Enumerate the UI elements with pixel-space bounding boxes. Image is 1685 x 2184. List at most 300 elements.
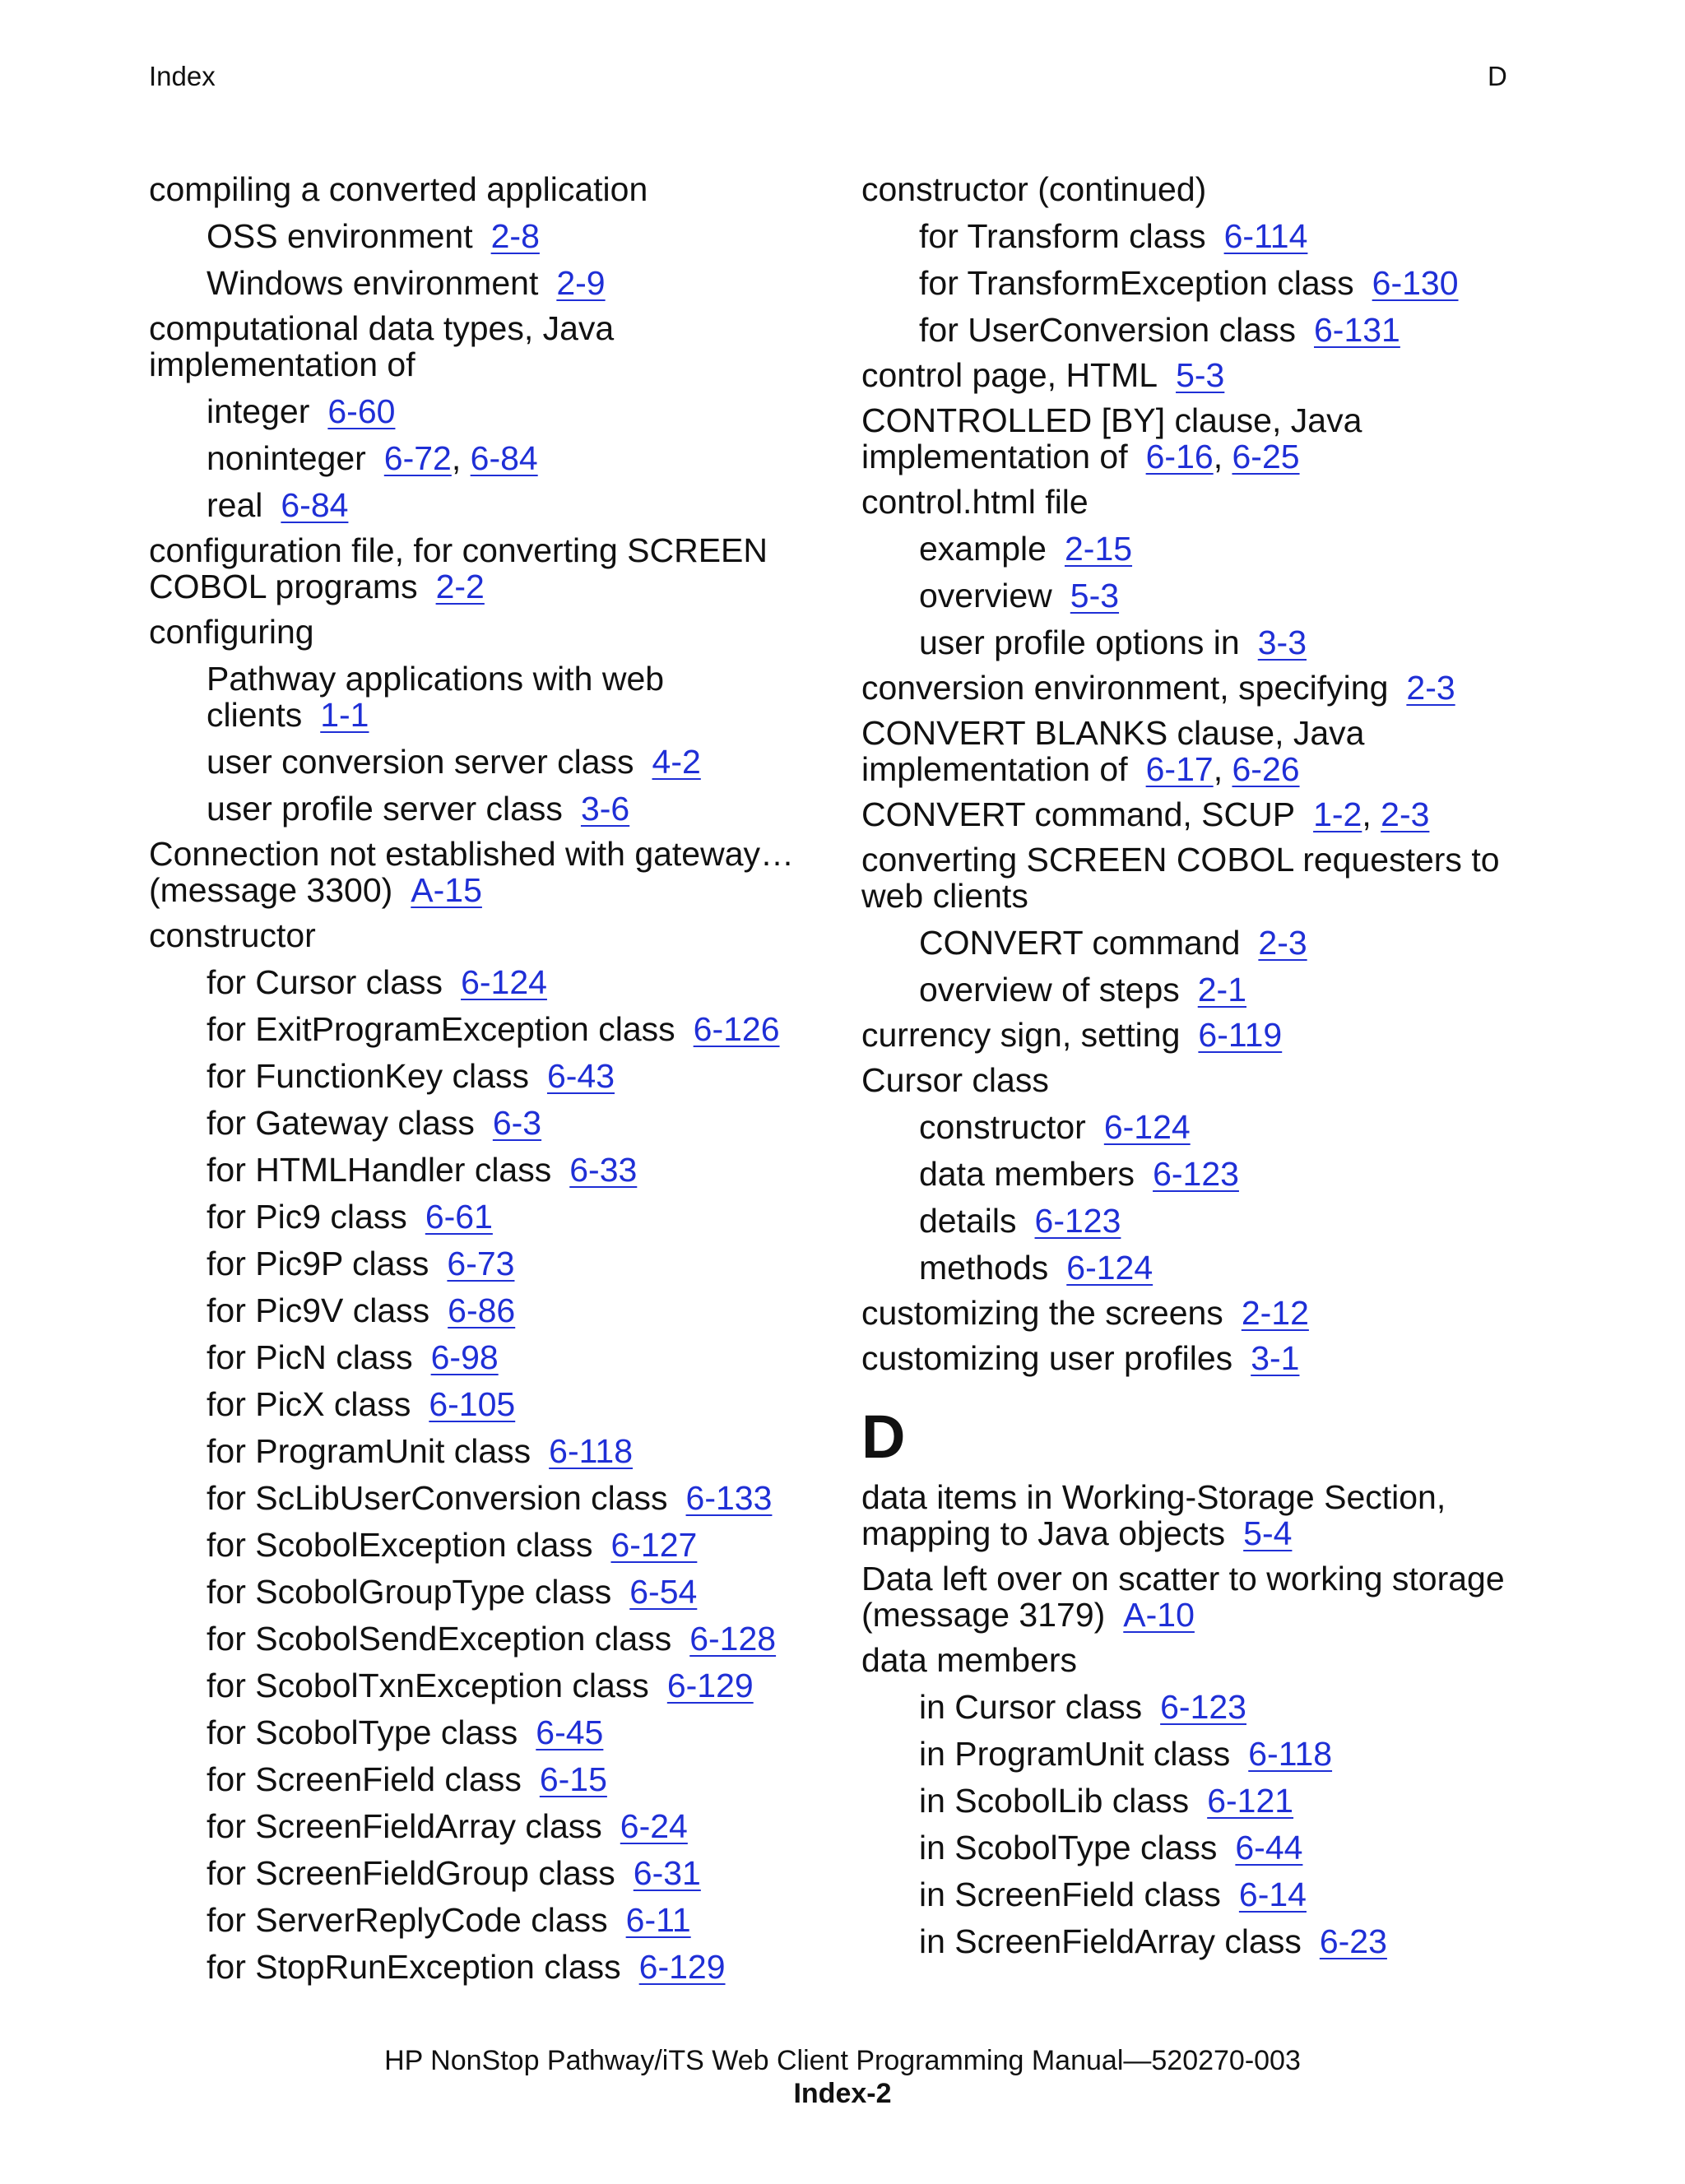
page-reference-link[interactable]: 4-2 <box>652 743 701 781</box>
page-reference-link[interactable]: 6-60 <box>327 392 396 430</box>
entry-text-line <box>207 393 815 429</box>
entry-text-line <box>919 265 1528 301</box>
page-reference-link[interactable]: 6-114 <box>1223 217 1308 255</box>
entry-text: for HTMLHandler class <box>207 1151 552 1189</box>
page-reference-link[interactable]: 1-1 <box>320 696 369 734</box>
entry-text: configuration file, for converting SCREEN <box>149 531 768 569</box>
index-subentry <box>207 1667 815 1704</box>
entry-text-line <box>207 697 815 733</box>
entry-text: for UserConversion class <box>919 311 1296 349</box>
section-heading: D <box>861 1403 906 1471</box>
entry-text: Cursor class <box>861 1061 1049 1099</box>
entry-text-line <box>207 1386 815 1422</box>
entry-text: for ScreenField class <box>207 1760 522 1798</box>
entry-text: (message 3179) <box>861 1596 1106 1634</box>
entry-text-line <box>861 1295 1528 1331</box>
page-reference-link[interactable]: 6-14 <box>1238 1876 1307 1913</box>
entry-text: for ServerReplyCode class <box>207 1901 608 1939</box>
entry-text-line <box>207 791 815 827</box>
entry-text-line <box>919 1109 1528 1145</box>
entry-text: integer <box>207 392 310 430</box>
entry-text-line <box>919 1736 1528 1772</box>
index-subentry <box>207 1386 815 1422</box>
entry-text: for ExitProgramException class <box>207 1010 675 1048</box>
index-subentry <box>207 1339 815 1375</box>
entry-text: for TransformException class <box>919 264 1354 302</box>
index-entry <box>861 171 1528 207</box>
page-reference-link[interactable]: 2-2 <box>435 568 485 605</box>
entry-text-line <box>861 484 1528 520</box>
page-reference-link[interactable]: 6-43 <box>546 1057 615 1095</box>
index-subentry <box>207 1058 815 1094</box>
page-reference-link[interactable]: 6-15 <box>539 1760 607 1798</box>
index-entry <box>861 1295 1528 1331</box>
entry-text-line <box>919 971 1528 1008</box>
ref-separator: , <box>1213 438 1232 475</box>
index-subentry <box>207 1480 815 1516</box>
index-subentry <box>207 1527 815 1563</box>
entry-text: for ScobolTxnException class <box>207 1667 649 1704</box>
entry-text: real <box>207 486 263 524</box>
entry-text: implementation of <box>861 438 1128 475</box>
index-subentry <box>919 1689 1528 1725</box>
page-reference-link[interactable]: 6-129 <box>638 1948 726 1986</box>
index-entry <box>861 1642 1528 1678</box>
entry-text: noninteger <box>207 439 366 477</box>
index-subentry <box>919 1783 1528 1819</box>
page-reference-link[interactable]: 5-4 <box>1243 1514 1293 1552</box>
index-subentry <box>919 624 1528 661</box>
index-subentry <box>207 791 815 827</box>
entry-text-line <box>207 1621 815 1657</box>
entry-text-line <box>207 1011 815 1047</box>
entry-text: data members <box>919 1155 1135 1193</box>
page-reference-link[interactable]: 6-118 <box>549 1432 633 1470</box>
index-subentry <box>919 1876 1528 1913</box>
running-header-letter: D <box>1488 61 1507 91</box>
entry-text: methods <box>919 1249 1049 1287</box>
entry-text: example <box>919 530 1047 568</box>
page-reference-link[interactable]: 6-31 <box>633 1854 701 1892</box>
index-subentry <box>919 1156 1528 1192</box>
entry-text: customizing user profiles <box>861 1339 1233 1377</box>
index-entry <box>861 484 1528 520</box>
index-subentry <box>207 487 815 523</box>
page-reference-link[interactable]: 6-17 <box>1145 750 1214 788</box>
index-subentry <box>207 1761 815 1797</box>
index-entry <box>861 715 1528 787</box>
ref-separator: , <box>1213 750 1232 788</box>
entry-text: details <box>919 1202 1017 1240</box>
entry-text-line <box>207 1761 815 1797</box>
page-reference-link[interactable]: 6-124 <box>1103 1108 1191 1146</box>
entry-text-line <box>861 1479 1528 1515</box>
entry-text: in ProgramUnit class <box>919 1735 1231 1773</box>
entry-text: for ScLibUserConversion class <box>207 1479 668 1517</box>
page-reference-link[interactable]: 6-98 <box>430 1338 499 1376</box>
index-subentry <box>207 1574 815 1610</box>
entry-text-line <box>207 1433 815 1469</box>
entry-text-line <box>149 346 815 383</box>
running-header-section: Index <box>149 61 216 91</box>
index-column-left <box>149 171 815 1985</box>
page-reference-link[interactable]: 6-124 <box>1066 1249 1154 1287</box>
entry-text: OSS environment <box>207 217 473 255</box>
page-reference-link[interactable]: 6-54 <box>629 1573 698 1611</box>
page-reference-link[interactable]: 6-72 <box>383 439 452 477</box>
entry-text-line <box>861 1642 1528 1678</box>
entry-text-line <box>207 1245 815 1282</box>
entry-text-line <box>861 751 1528 787</box>
entry-text: for ProgramUnit class <box>207 1432 531 1470</box>
entry-text: Pathway applications with web <box>207 660 665 698</box>
entry-text: for PicX class <box>207 1385 411 1423</box>
entry-text-line <box>207 1105 815 1141</box>
entry-text-line <box>149 872 815 908</box>
page-reference-link[interactable]: 6-121 <box>1207 1782 1294 1820</box>
page-reference-link[interactable]: 2-3 <box>1381 795 1430 833</box>
index-subentry <box>207 1245 815 1282</box>
page-reference-link[interactable]: 6-133 <box>685 1479 773 1517</box>
entry-text: CONVERT command <box>919 924 1241 962</box>
entry-text: compiling a converted application <box>149 170 648 208</box>
page-reference-link[interactable]: 2-9 <box>556 264 606 302</box>
index-subentry <box>207 661 815 733</box>
index-subentry <box>207 1152 815 1188</box>
entry-text-line <box>207 218 815 254</box>
entry-text-line <box>861 171 1528 207</box>
entry-text-line <box>207 487 815 523</box>
entry-text: user profile options in <box>919 624 1240 661</box>
entry-text-line <box>207 1339 815 1375</box>
index-entry <box>149 171 815 207</box>
entry-text: in ScobolType class <box>919 1829 1218 1866</box>
index-entry <box>861 1340 1528 1376</box>
footer-page-number: Index-2 <box>793 2078 892 2109</box>
page-reference-link[interactable]: 6-105 <box>429 1385 516 1423</box>
entry-text: constructor <box>919 1108 1086 1146</box>
entry-text: overview of steps <box>919 971 1180 1009</box>
index-subentry <box>919 577 1528 614</box>
index-entry <box>861 842 1528 914</box>
index-subentry <box>207 1855 815 1891</box>
entry-text: web clients <box>861 877 1028 915</box>
index-subentry <box>207 218 815 254</box>
entry-text: for ScobolException class <box>207 1526 593 1564</box>
entry-text-line <box>207 1714 815 1750</box>
index-subentry <box>207 1199 815 1235</box>
index-subentry <box>207 440 815 476</box>
entry-text: for Transform class <box>919 217 1206 255</box>
page-reference-link[interactable]: 6-25 <box>1232 438 1300 475</box>
entry-text-line <box>149 614 815 650</box>
entry-text: for StopRunException class <box>207 1948 621 1986</box>
index-subentry <box>919 531 1528 567</box>
page-reference-link[interactable]: 3-6 <box>580 790 630 828</box>
entry-text-line <box>919 1250 1528 1286</box>
page-reference-link[interactable]: 6-127 <box>610 1526 698 1564</box>
entry-text: Data left over on scatter to working storage <box>861 1560 1505 1597</box>
entry-text: CONTROLLED [BY] clause, Java <box>861 401 1362 439</box>
entry-text-line <box>861 670 1528 706</box>
page-reference-link[interactable]: 6-16 <box>1145 438 1214 475</box>
index-subentry <box>919 1109 1528 1145</box>
index-subentry <box>919 218 1528 254</box>
page-reference-link[interactable]: 5-3 <box>1070 577 1120 614</box>
entry-text-line <box>207 1292 815 1328</box>
entry-text-line <box>919 1156 1528 1192</box>
entry-text: (message 3300) <box>149 871 393 909</box>
index-subentry <box>919 1250 1528 1286</box>
index-column-right <box>861 171 1528 1959</box>
entry-text-line <box>919 1689 1528 1725</box>
index-subentry <box>919 1203 1528 1239</box>
entry-text-line <box>207 265 815 301</box>
page-reference-link[interactable]: 2-3 <box>1406 669 1455 707</box>
entry-text-line <box>207 1667 815 1704</box>
page-reference-link[interactable]: 6-124 <box>461 963 547 1001</box>
index-entry <box>149 614 815 650</box>
entry-text-line <box>207 661 815 697</box>
page-reference-link[interactable]: 2-3 <box>1258 924 1307 962</box>
index-entry <box>861 1479 1528 1551</box>
entry-text-line <box>149 917 815 953</box>
index-subentry <box>207 1902 815 1938</box>
entry-text: COBOL programs <box>149 568 418 605</box>
index-subentry <box>207 265 815 301</box>
entry-text-line <box>207 964 815 1000</box>
entry-text-line <box>861 438 1528 475</box>
page-reference-link[interactable]: 6-128 <box>689 1620 777 1658</box>
entry-text: mapping to Java objects <box>861 1514 1226 1552</box>
index-entry <box>149 836 815 908</box>
page-reference-link[interactable]: 6-123 <box>1153 1155 1239 1193</box>
entry-text-line <box>861 842 1528 878</box>
entry-text-line <box>919 1923 1528 1959</box>
index-entry <box>149 532 815 605</box>
entry-text-line <box>919 925 1528 961</box>
entry-text: in ScreenFieldArray class <box>919 1922 1302 1960</box>
index-subentry <box>919 1829 1528 1866</box>
index-subentry <box>207 1949 815 1985</box>
page-reference-link[interactable]: 2-8 <box>490 217 540 255</box>
page-reference-link[interactable]: 3-1 <box>1251 1339 1300 1377</box>
entry-text-line <box>919 218 1528 254</box>
page-reference-link[interactable]: 6-130 <box>1372 264 1459 302</box>
entry-text-line <box>149 171 815 207</box>
index-subentry <box>207 1105 815 1141</box>
entry-text: for ScobolGroupType class <box>207 1573 612 1611</box>
entry-text-line <box>919 577 1528 614</box>
index-subentry <box>919 1736 1528 1772</box>
entry-text: for ScobolType class <box>207 1713 518 1751</box>
page-reference-link[interactable]: 5-3 <box>1176 356 1225 394</box>
page-reference-link[interactable]: 6-3 <box>492 1104 542 1142</box>
entry-text-line <box>207 1808 815 1844</box>
entry-text-line <box>919 1783 1528 1819</box>
entry-text-line <box>861 1597 1528 1633</box>
entry-text-line <box>207 1199 815 1235</box>
page-reference-link[interactable]: 6-84 <box>470 439 538 477</box>
entry-text: for ScobolSendException class <box>207 1620 672 1658</box>
index-subentry <box>207 1011 815 1047</box>
entry-text-line <box>861 1340 1528 1376</box>
page-reference-link[interactable]: 6-119 <box>1198 1016 1283 1054</box>
page-reference-link[interactable]: 6-26 <box>1232 750 1300 788</box>
entry-text: for Gateway class <box>207 1104 475 1142</box>
entry-text-line <box>919 1829 1528 1866</box>
entry-text: control.html file <box>861 483 1089 521</box>
entry-text-line <box>861 1515 1528 1551</box>
page-reference-link[interactable]: 6-131 <box>1314 311 1400 349</box>
page-reference-link[interactable]: 6-126 <box>693 1010 780 1048</box>
index-entry <box>861 357 1528 393</box>
entry-text-line <box>207 1574 815 1610</box>
page-reference-link[interactable]: 6-23 <box>1319 1922 1387 1960</box>
page-reference-link[interactable]: 6-33 <box>569 1151 638 1189</box>
index-entry <box>861 1560 1528 1633</box>
entry-text: configuring <box>149 613 314 651</box>
page-reference-link[interactable]: 6-123 <box>1160 1688 1246 1726</box>
entry-text: for ScreenFieldGroup class <box>207 1854 615 1892</box>
index-entry <box>149 917 815 953</box>
index-entry <box>861 1017 1528 1053</box>
index-entry <box>861 402 1528 475</box>
page-reference-link[interactable]: 6-45 <box>536 1713 604 1751</box>
entry-text-line <box>861 357 1528 393</box>
page-reference-link[interactable]: 6-73 <box>447 1245 515 1282</box>
entry-text: Connection not established with gateway… <box>149 835 795 873</box>
page-reference-link[interactable]: 6-24 <box>620 1807 688 1845</box>
entry-text-line <box>861 878 1528 914</box>
entry-text-line <box>919 1876 1528 1913</box>
entry-text-line <box>861 1017 1528 1053</box>
page-reference-link[interactable]: 1-2 <box>1313 795 1362 833</box>
index-subentry <box>207 1621 815 1657</box>
entry-text: in ScobolLib class <box>919 1782 1190 1820</box>
entry-text-line <box>861 715 1528 751</box>
entry-text-line <box>861 1560 1528 1597</box>
entry-text-line <box>149 532 815 568</box>
entry-text-line <box>207 1152 815 1188</box>
entry-text: for Pic9 class <box>207 1198 407 1236</box>
entry-text: implementation of <box>149 345 415 383</box>
entry-text: for Pic9V class <box>207 1291 430 1329</box>
page-reference-link[interactable]: 6-86 <box>448 1291 516 1329</box>
ref-separator: , <box>451 439 471 477</box>
entry-text-line <box>207 1480 815 1516</box>
entry-text: constructor <box>149 916 316 954</box>
page-reference-link[interactable]: 6-118 <box>1248 1735 1333 1773</box>
entry-text: for FunctionKey class <box>207 1057 529 1095</box>
entry-text: data members <box>861 1641 1078 1679</box>
page-reference-link[interactable]: A-15 <box>411 871 482 909</box>
entry-text: control page, HTML <box>861 356 1158 394</box>
index-subentry <box>207 744 815 780</box>
index-entry <box>861 1062 1528 1098</box>
entry-text-line <box>919 624 1528 661</box>
entry-text: for Pic9P class <box>207 1245 429 1282</box>
page-reference-link[interactable]: 2-1 <box>1197 971 1247 1009</box>
index-subentry <box>207 1808 815 1844</box>
index-entry <box>861 670 1528 706</box>
entry-text: in ScreenField class <box>919 1876 1221 1913</box>
page-reference-link[interactable]: 6-129 <box>666 1667 754 1704</box>
page-reference-link[interactable]: 6-44 <box>1235 1829 1303 1866</box>
entry-text-line <box>207 440 815 476</box>
entry-text: for ScreenFieldArray class <box>207 1807 602 1845</box>
entry-text: converting SCREEN COBOL requesters to <box>861 841 1500 879</box>
index-subentry <box>207 964 815 1000</box>
entry-text-line <box>919 312 1528 348</box>
entry-text: implementation of <box>861 750 1128 788</box>
index-subentry <box>207 1433 815 1469</box>
index-subentry <box>919 971 1528 1008</box>
index-subentry <box>919 1923 1528 1959</box>
entry-text-line <box>207 1527 815 1563</box>
index-subentry <box>207 1292 815 1328</box>
entry-text-line <box>919 531 1528 567</box>
ref-separator: , <box>1362 795 1381 833</box>
page-reference-link[interactable]: 6-61 <box>425 1198 493 1236</box>
entry-text-line <box>207 1855 815 1891</box>
entry-text-line <box>149 310 815 346</box>
entry-text-line <box>207 1058 815 1094</box>
index-entry <box>149 310 815 383</box>
entry-text: computational data types, Java <box>149 309 615 347</box>
page-reference-link[interactable]: 2-12 <box>1241 1294 1309 1332</box>
entry-text: user profile server class <box>207 790 563 828</box>
entry-text: for PicN class <box>207 1338 413 1376</box>
entry-text-line <box>861 1062 1528 1098</box>
entry-text-line <box>149 836 815 872</box>
entry-text: CONVERT command, SCUP <box>861 795 1296 833</box>
entry-text-line <box>207 1949 815 1985</box>
entry-text-line <box>149 568 815 605</box>
entry-text-line <box>919 1203 1528 1239</box>
page-reference-link[interactable]: 2-15 <box>1064 530 1133 568</box>
entry-text: data items in Working-Storage Section, <box>861 1478 1446 1516</box>
entry-text: in Cursor class <box>919 1688 1143 1726</box>
entry-text: for Cursor class <box>207 963 443 1001</box>
page-reference-link[interactable]: 3-3 <box>1257 624 1307 661</box>
entry-text-line <box>861 402 1528 438</box>
entry-text: constructor (continued) <box>861 170 1207 208</box>
index-subentry <box>919 312 1528 348</box>
entry-text: clients <box>207 696 303 734</box>
entry-text: conversion environment, specifying <box>861 669 1389 707</box>
entry-text-line <box>207 1902 815 1938</box>
page-reference-link[interactable]: 6-11 <box>625 1901 691 1939</box>
index-subentry <box>207 1714 815 1750</box>
entry-text: currency sign, setting <box>861 1016 1181 1054</box>
entry-text-line <box>861 796 1528 832</box>
index-subentry <box>919 265 1528 301</box>
page-reference-link[interactable]: 6-84 <box>281 486 349 524</box>
entry-text-line <box>207 744 815 780</box>
index-subentry <box>919 925 1528 961</box>
entry-text: Windows environment <box>207 264 539 302</box>
entry-text: customizing the screens <box>861 1294 1223 1332</box>
entry-text: overview <box>919 577 1052 614</box>
index-subentry <box>207 393 815 429</box>
page-reference-link[interactable]: 6-123 <box>1034 1202 1121 1240</box>
footer-manual-title: HP NonStop Pathway/iTS Web Client Programming Manual—520270-003 <box>384 2045 1301 2076</box>
entry-text: user conversion server class <box>207 743 634 781</box>
entry-text: CONVERT BLANKS clause, Java <box>861 714 1365 752</box>
index-entry <box>861 796 1528 832</box>
page-reference-link[interactable]: A-10 <box>1123 1596 1195 1634</box>
